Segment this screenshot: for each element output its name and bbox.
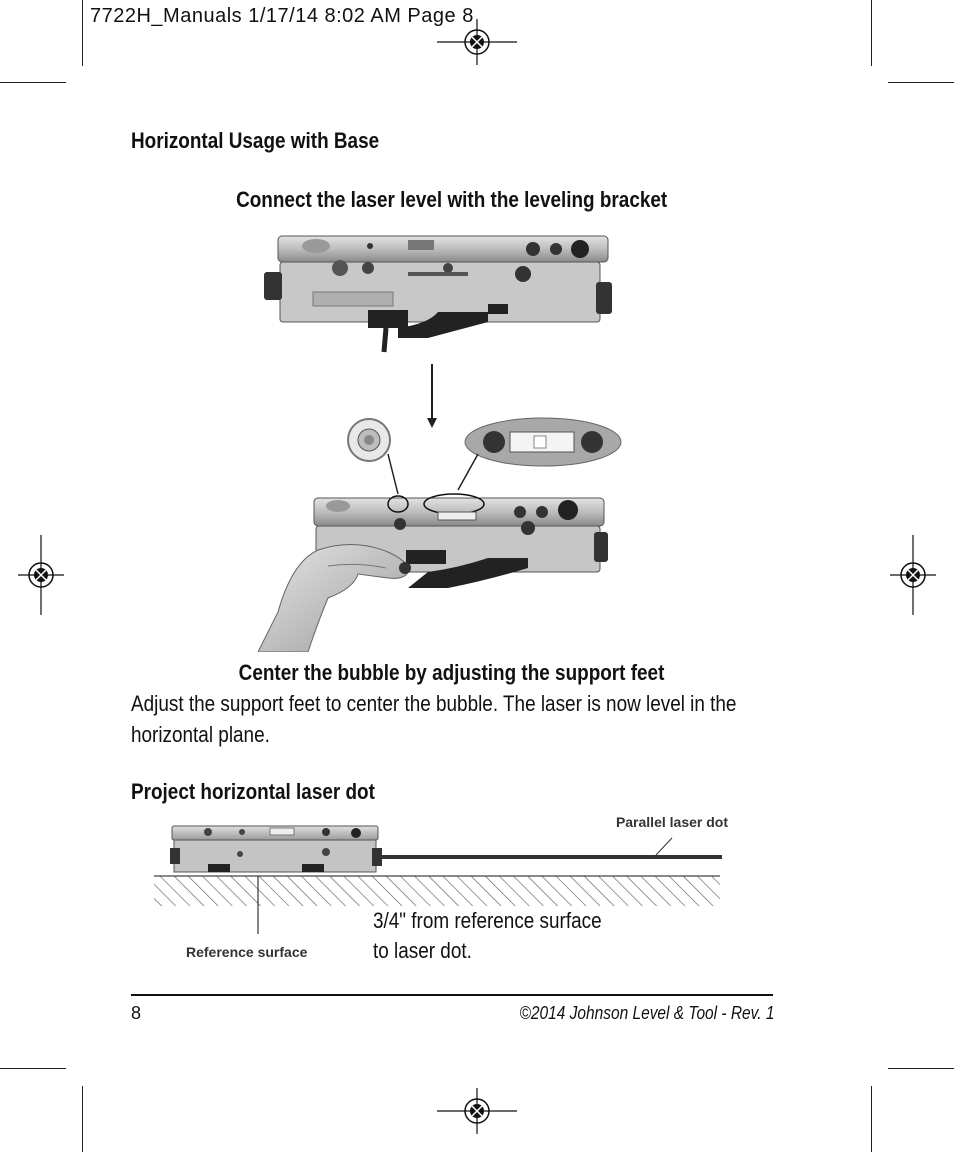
parallel-laser-dot-label: Parallel laser dot [615,814,728,830]
crop-mark-bottom-right-v [871,1086,872,1152]
crop-mark-bottom-left-h [0,1068,66,1069]
crop-mark-top-left-v [82,0,83,66]
step2-heading: Center the bubble by adjusting the support feet [239,660,665,685]
copyright-text: ©2014 Johnson Level & Tool - Rev. 1 [519,1003,774,1023]
step3-heading: Project horizontal laser dot [131,779,375,804]
footer-rule [131,994,773,996]
reference-surface-label: Reference surface [186,944,308,960]
crop-mark-bottom-left-v [82,1086,83,1152]
crop-mark-top-right-h [888,82,954,83]
crop-mark-bottom-right-h [888,1068,954,1069]
print-slug: 7722H_Manuals 1/17/14 8:02 AM Page 8 [90,5,474,27]
diagram-note-line2: to laser dot. [373,938,472,963]
step1-heading: Connect the laser level with the leveling bracket [236,187,668,212]
page-number: 8 [131,1003,142,1023]
registration-mark-left-icon [18,535,64,615]
crop-mark-top-left-h [0,82,66,83]
laser-level-bracket-photo [258,232,623,652]
step2-body-text: Adjust the support feet to center the bubble. The laser is now level in the horizontal plane. [131,691,737,747]
diagram-note-line1: 3/4" from reference surface [373,908,602,933]
crop-mark-top-right-v [871,0,872,66]
registration-mark-right-icon [890,535,936,615]
section-title: Horizontal Usage with Base [131,128,380,153]
registration-mark-bottom-icon [437,1088,517,1134]
